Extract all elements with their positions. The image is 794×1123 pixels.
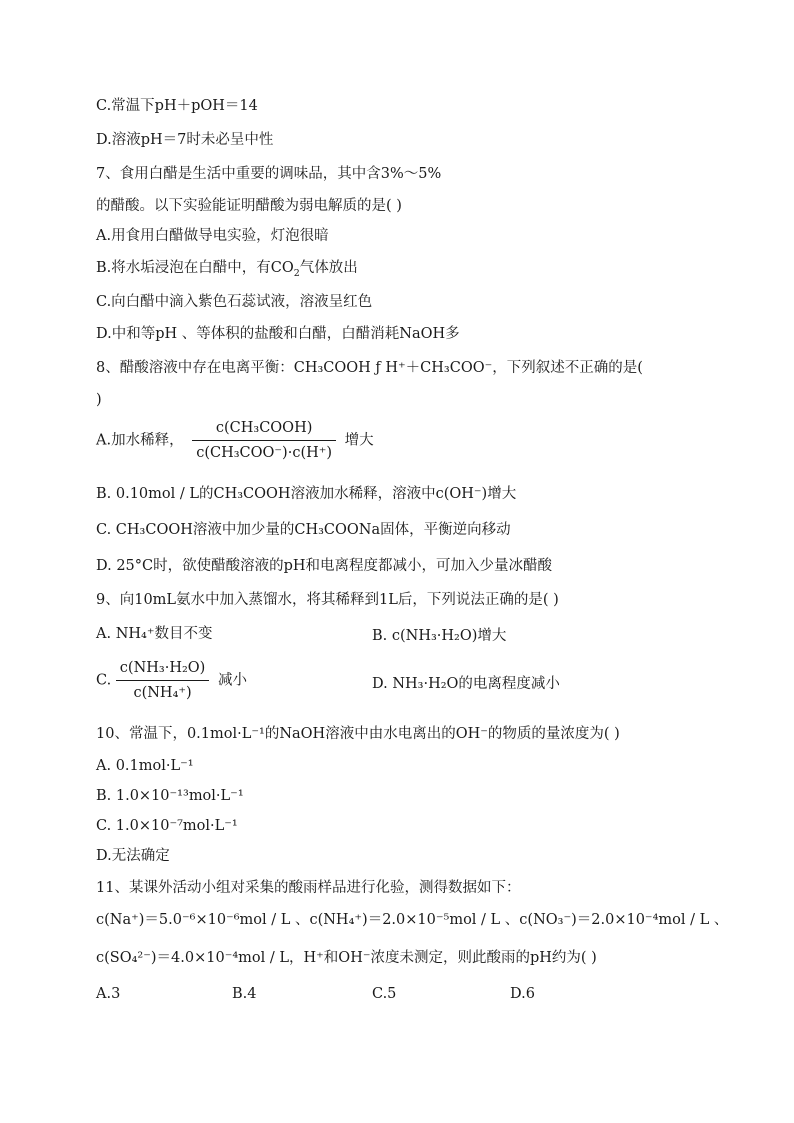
question-9-option-d: D. NH₃·H₂O的电离程度减小 [372,676,560,692]
question-8-option-d: D. 25°C时，欲使醋酸溶液的pH和电离程度都减小，可加入少量冰醋酸 [96,558,553,574]
question-10-option-b: B. 1.0×10⁻¹³mol·L⁻¹ [96,788,244,804]
question-9-stem: 9、向10mL氨水中加入蒸馏水，将其稀释到1L后，下列说法正确的是( ) [96,592,559,608]
question-7-option-c: C.向白醋中滴入紫色石蕊试液，溶液呈红色 [96,294,373,310]
question-11-data-line-2: c(SO₄²⁻)＝4.0×10⁻⁴mol / L，H⁺和OH⁻浓度未测定，则此酸雨的pH约为( ) [96,950,597,966]
question-8-stem-cont: ) [96,392,102,408]
question-10-option-d: D.无法确定 [96,848,170,864]
option-c-line: C.常温下pH＋pOH＝14 [96,98,258,114]
option-d-line: D.溶液pH＝7时未必呈中性 [96,132,274,148]
fraction [116,658,210,703]
question-7-stem: 7、食用白醋是生活中重要的调味品，其中含3%～5% [96,166,442,182]
question-7-option-b: B.将水垢浸泡在白醋中，有$CO_2$气体放出 [96,260,358,279]
question-7-option-a: A.用食用白醋做导电实验，灯泡很暗 [96,228,329,244]
question-9-option-a: A. NH₄⁺数目不变 [96,626,213,642]
question-10-option-c: C. 1.0×10⁻⁷mol·L⁻¹ [96,818,238,834]
question-11-data-line-1: c(Na⁺)＝5.0⁻⁶×10⁻⁶mol / L 、c(NH₄⁺)＝2.0×10⁻⁵mol / L 、c(NO₃⁻)＝2.0×10⁻⁴mol / L 、 [96,912,729,928]
question-10-stem: 10、常温下，0.1mol·L⁻¹的NaOH溶液中由水电离出的OH⁻的物质的量浓度为( ) [96,726,620,742]
question-8-stem: 8、醋酸溶液中存在电离平衡：CH₃COOH ƒ H⁺＋CH₃COO⁻，下列叙述不正确的是( [96,360,643,376]
question-11-option-a: A.3 [96,986,121,1002]
fraction-numerator: c(CH₃COOH) [192,418,336,441]
question-8-option-c: C. CH₃COOH溶液中加少量的CH₃COONa固体，平衡逆向移动 [96,522,511,538]
question-7-option-d: D.中和等pH 、等体积的盐酸和白醋，白醋消耗NaOH多 [96,326,460,342]
question-11-option-c: C.5 [372,986,397,1002]
question-11-option-d: D.6 [510,986,535,1002]
question-8-option-a: A.加水稀释， $\frac{\text{c(CH₃COOH)}}{\text{c(CH₃COO⁻)·c(H⁺)}}$ 增大 [96,420,374,461]
question-7-stem-cont: 的醋酸。以下实验能证明醋酸为弱电解质的是( ) [96,198,402,214]
question-9-option-b: B. c(NH₃·H₂O)增大 [372,628,507,644]
question-11-stem: 11、某课外活动小组对采集的酸雨样品进行化验，测得数据如下： [96,880,521,896]
fraction-denominator: c(CH₃COO⁻)·c(H⁺) [196,445,333,461]
fraction-denominator: c(NH₄⁺) [133,685,192,701]
fraction-numerator: c(NH₃·H₂O) [116,658,210,681]
fraction [192,418,336,463]
question-9-option-c: C. $\frac{\text{c(NH₃·H₂O)}}{\text{c(NH₄⁺)}}$ 减小 [96,660,247,701]
question-11-option-b: B.4 [232,986,257,1002]
question-10-option-a: A. 0.1mol·L⁻¹ [96,758,194,774]
question-8-option-b: B. 0.10mol / L的CH₃COOH溶液加水稀释，溶液中c(OH⁻)增大 [96,486,517,502]
